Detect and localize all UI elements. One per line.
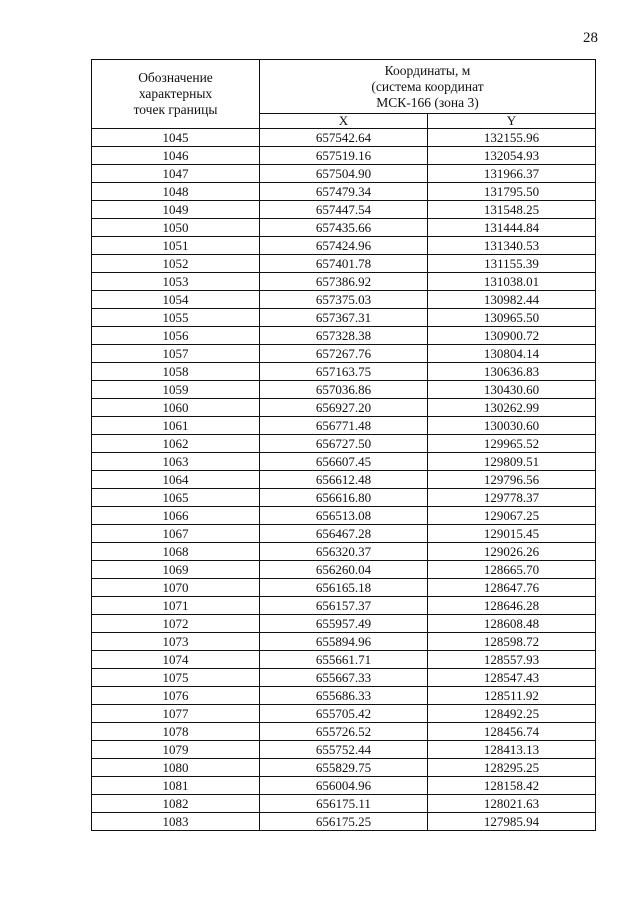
x-coordinate-cell: 657504.90 [260,165,428,183]
point-id-cell: 1067 [92,525,260,543]
coordinates-table [91,59,596,831]
y-coordinate-cell: 128492.25 [428,705,596,723]
x-coordinate-cell: 656727.50 [260,435,428,453]
y-coordinate-cell: 131155.39 [428,255,596,273]
x-coordinate-cell: 657163.75 [260,363,428,381]
table-row [92,651,596,669]
x-coordinate-cell: 655829.75 [260,759,428,777]
y-column-header: Y [428,114,596,129]
y-coordinate-cell: 131340.53 [428,237,596,255]
y-coordinate-cell: 127985.94 [428,813,596,831]
y-coordinate-cell: 131966.37 [428,165,596,183]
x-coordinate-cell: 655752.44 [260,741,428,759]
table-row [92,507,596,525]
point-id-cell: 1059 [92,381,260,399]
table-row [92,795,596,813]
point-id-cell: 1076 [92,687,260,705]
table-row [92,597,596,615]
x-coordinate-cell: 657367.31 [260,309,428,327]
point-designation-header: Обозначение характерных точек границы [92,60,260,129]
x-coordinate-cell: 656260.04 [260,561,428,579]
table-row [92,363,596,381]
point-id-cell: 1078 [92,723,260,741]
point-id-cell: 1051 [92,237,260,255]
point-id-cell: 1060 [92,399,260,417]
y-coordinate-cell: 128608.48 [428,615,596,633]
table-row [92,777,596,795]
x-coordinate-cell: 657479.34 [260,183,428,201]
y-coordinate-cell: 129026.26 [428,543,596,561]
table-row [92,579,596,597]
x-coordinate-cell: 656927.20 [260,399,428,417]
x-coordinate-cell: 656616.80 [260,489,428,507]
table-row [92,147,596,165]
y-coordinate-cell: 129965.52 [428,435,596,453]
x-coordinate-cell: 656513.08 [260,507,428,525]
point-id-cell: 1057 [92,345,260,363]
y-coordinate-cell: 131795.50 [428,183,596,201]
y-coordinate-cell: 130430.60 [428,381,596,399]
point-id-cell: 1054 [92,291,260,309]
page-number: 28 [583,30,598,46]
table-row [92,309,596,327]
x-coordinate-cell: 656004.96 [260,777,428,795]
point-id-cell: 1047 [92,165,260,183]
point-id-cell: 1082 [92,795,260,813]
table-row [92,471,596,489]
y-coordinate-cell: 131444.84 [428,219,596,237]
x-coordinate-cell: 655894.96 [260,633,428,651]
x-coordinate-cell: 655957.49 [260,615,428,633]
point-id-cell: 1068 [92,543,260,561]
y-coordinate-cell: 128295.25 [428,759,596,777]
y-coordinate-cell: 128511.92 [428,687,596,705]
table-row [92,219,596,237]
table-row [92,255,596,273]
table-row [92,543,596,561]
x-coordinate-cell: 657435.66 [260,219,428,237]
x-coordinate-cell: 657401.78 [260,255,428,273]
table-row [92,291,596,309]
point-id-cell: 1070 [92,579,260,597]
point-id-cell: 1081 [92,777,260,795]
point-id-cell: 1049 [92,201,260,219]
table-row [92,615,596,633]
x-coordinate-cell: 657328.38 [260,327,428,345]
x-coordinate-cell: 655661.71 [260,651,428,669]
y-coordinate-cell: 128557.93 [428,651,596,669]
y-coordinate-cell: 132155.96 [428,129,596,147]
point-id-cell: 1052 [92,255,260,273]
x-coordinate-cell: 656157.37 [260,597,428,615]
table-body [92,129,596,831]
table-row [92,561,596,579]
y-coordinate-cell: 128021.63 [428,795,596,813]
point-id-cell: 1080 [92,759,260,777]
y-coordinate-cell: 129809.51 [428,453,596,471]
y-coordinate-cell: 129015.45 [428,525,596,543]
y-coordinate-cell: 128158.42 [428,777,596,795]
point-id-cell: 1061 [92,417,260,435]
y-coordinate-cell: 130030.60 [428,417,596,435]
x-coordinate-cell: 657267.76 [260,345,428,363]
point-id-cell: 1046 [92,147,260,165]
x-coordinate-cell: 655667.33 [260,669,428,687]
point-id-cell: 1062 [92,435,260,453]
table-row [92,525,596,543]
point-id-cell: 1050 [92,219,260,237]
x-coordinate-cell: 656165.18 [260,579,428,597]
table-row [92,741,596,759]
y-coordinate-cell: 128647.76 [428,579,596,597]
x-coordinate-cell: 656607.45 [260,453,428,471]
table-row [92,381,596,399]
y-coordinate-cell: 130262.99 [428,399,596,417]
y-coordinate-cell: 128547.43 [428,669,596,687]
y-coordinate-cell: 128413.13 [428,741,596,759]
point-id-cell: 1072 [92,615,260,633]
x-coordinate-cell: 656320.37 [260,543,428,561]
x-coordinate-cell: 656467.28 [260,525,428,543]
point-id-cell: 1071 [92,597,260,615]
point-id-cell: 1069 [92,561,260,579]
table-row [92,273,596,291]
y-coordinate-cell: 132054.93 [428,147,596,165]
point-id-cell: 1064 [92,471,260,489]
table-row [92,669,596,687]
point-id-cell: 1045 [92,129,260,147]
x-column-header: X [260,114,428,129]
x-coordinate-cell: 657447.54 [260,201,428,219]
x-coordinate-cell: 656771.48 [260,417,428,435]
point-id-cell: 1056 [92,327,260,345]
point-id-cell: 1063 [92,453,260,471]
table-row [92,417,596,435]
y-coordinate-cell: 128646.28 [428,597,596,615]
coordinates-header: Координаты, м (система координат МСК-166 (зона 3) [260,60,596,114]
table-row [92,759,596,777]
x-coordinate-cell: 655726.52 [260,723,428,741]
point-id-cell: 1066 [92,507,260,525]
x-coordinate-cell: 657375.03 [260,291,428,309]
y-coordinate-cell: 129067.25 [428,507,596,525]
y-coordinate-cell: 130636.83 [428,363,596,381]
x-coordinate-cell: 656612.48 [260,471,428,489]
x-coordinate-cell: 657519.16 [260,147,428,165]
table-row [92,687,596,705]
point-id-cell: 1077 [92,705,260,723]
table-row [92,165,596,183]
point-id-cell: 1058 [92,363,260,381]
y-coordinate-cell: 130900.72 [428,327,596,345]
x-coordinate-cell: 657424.96 [260,237,428,255]
y-coordinate-cell: 131038.01 [428,273,596,291]
table-row [92,237,596,255]
point-id-cell: 1083 [92,813,260,831]
point-id-cell: 1073 [92,633,260,651]
x-coordinate-cell: 657036.86 [260,381,428,399]
table-row [92,399,596,417]
y-coordinate-cell: 129796.56 [428,471,596,489]
table-row [92,705,596,723]
y-coordinate-cell: 130982.44 [428,291,596,309]
y-coordinate-cell: 130965.50 [428,309,596,327]
point-id-cell: 1079 [92,741,260,759]
point-id-cell: 1075 [92,669,260,687]
x-coordinate-cell: 657386.92 [260,273,428,291]
table-row [92,201,596,219]
table-row [92,345,596,363]
point-id-cell: 1055 [92,309,260,327]
x-coordinate-cell: 655686.33 [260,687,428,705]
y-coordinate-cell: 128456.74 [428,723,596,741]
x-coordinate-cell: 656175.25 [260,813,428,831]
table-row [92,453,596,471]
x-coordinate-cell: 657542.64 [260,129,428,147]
point-id-cell: 1053 [92,273,260,291]
x-coordinate-cell: 656175.11 [260,795,428,813]
y-coordinate-cell: 130804.14 [428,345,596,363]
table-row [92,183,596,201]
y-coordinate-cell: 128665.70 [428,561,596,579]
y-coordinate-cell: 131548.25 [428,201,596,219]
point-id-cell: 1048 [92,183,260,201]
table-row [92,489,596,507]
table-row [92,633,596,651]
point-id-cell: 1065 [92,489,260,507]
table-row [92,129,596,147]
y-coordinate-cell: 128598.72 [428,633,596,651]
point-id-cell: 1074 [92,651,260,669]
table-row [92,327,596,345]
y-coordinate-cell: 129778.37 [428,489,596,507]
table-row [92,435,596,453]
table-row [92,813,596,831]
x-coordinate-cell: 655705.42 [260,705,428,723]
table-row [92,723,596,741]
